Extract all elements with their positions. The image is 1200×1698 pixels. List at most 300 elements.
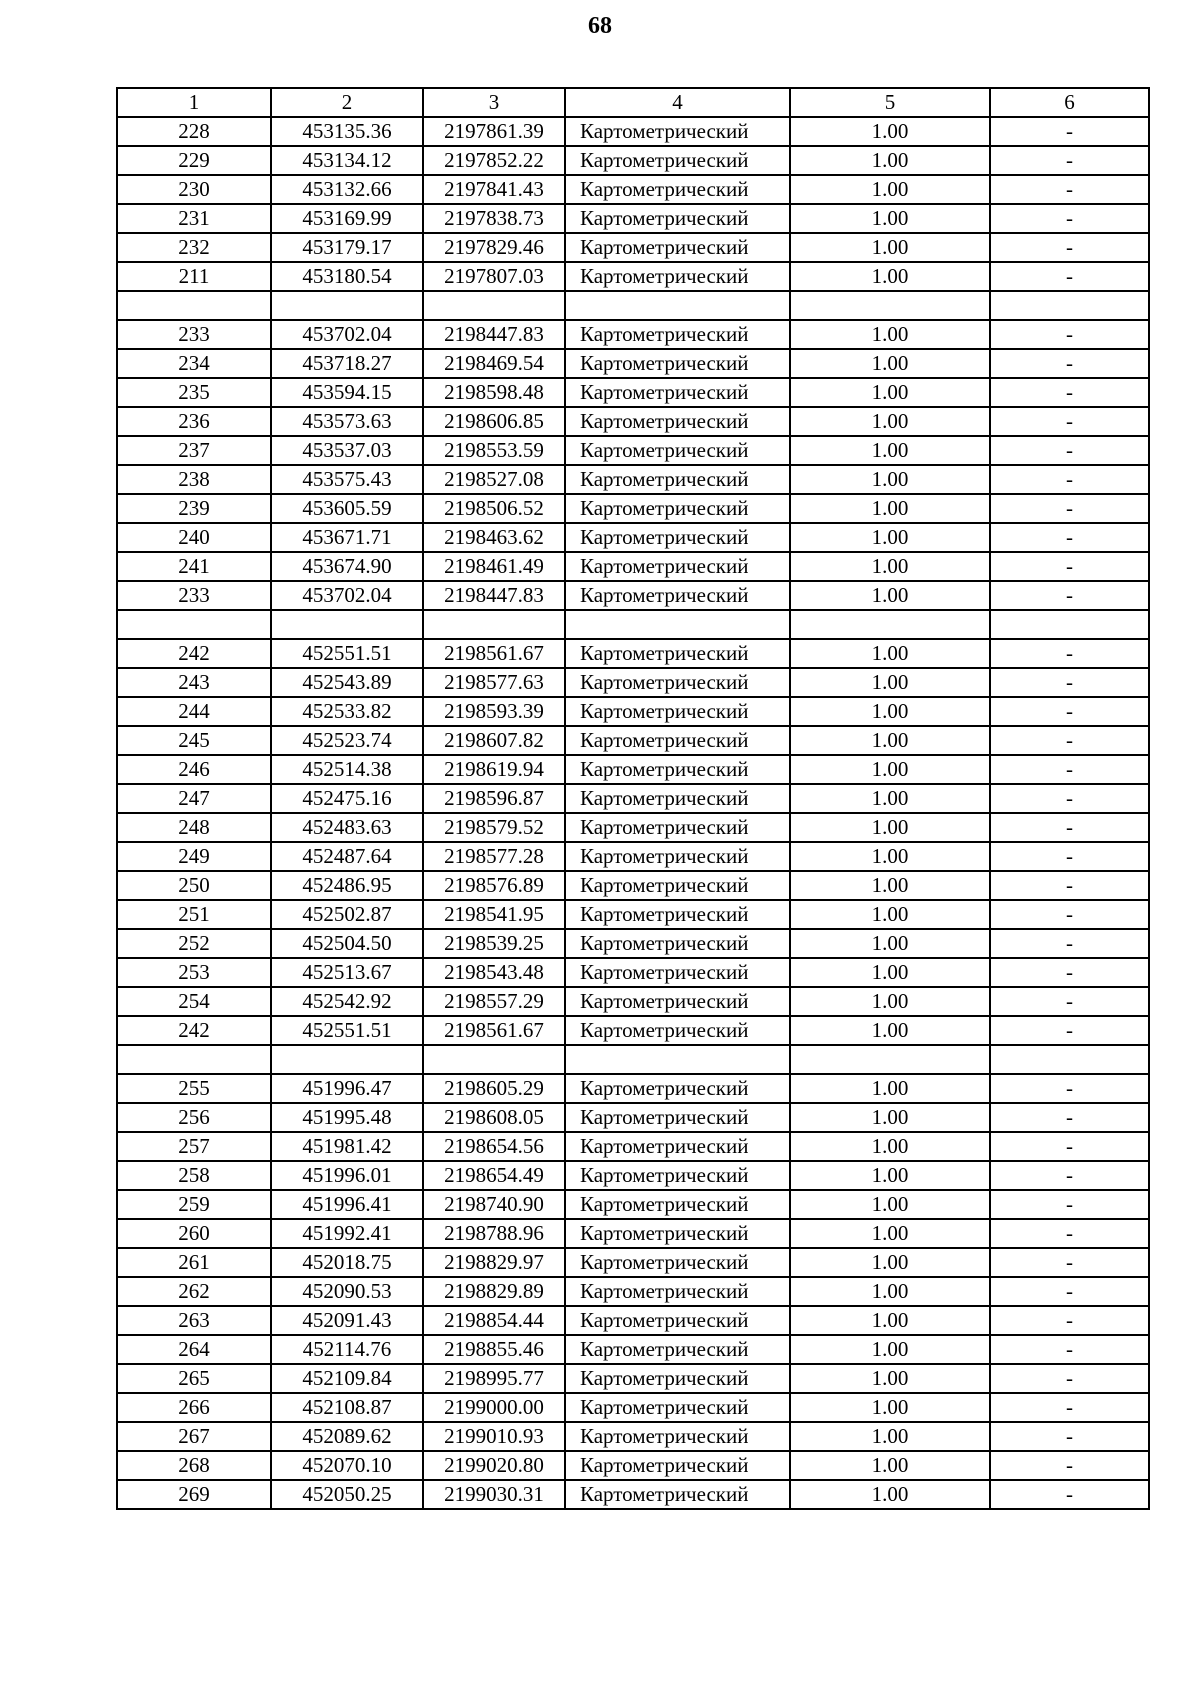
cell-point-number: 233 <box>117 581 271 610</box>
cell-note <box>990 1045 1149 1074</box>
cell-y-coordinate: 2198654.56 <box>423 1132 565 1161</box>
cell-accuracy: 1.00 <box>790 726 990 755</box>
cell-note: - <box>990 146 1149 175</box>
cell-y-coordinate: 2197838.73 <box>423 204 565 233</box>
cell-point-number: 245 <box>117 726 271 755</box>
cell-x-coordinate: 453702.04 <box>271 320 423 349</box>
cell-x-coordinate: 452514.38 <box>271 755 423 784</box>
cell-method: Картометрический <box>565 1393 790 1422</box>
cell-y-coordinate: 2198829.89 <box>423 1277 565 1306</box>
table-row <box>117 1219 1149 1248</box>
cell-point-number: 237 <box>117 436 271 465</box>
cell-note: - <box>990 813 1149 842</box>
cell-method: Картометрический <box>565 900 790 929</box>
cell-accuracy: 1.00 <box>790 1248 990 1277</box>
cell-note: - <box>990 1190 1149 1219</box>
cell-x-coordinate: 453132.66 <box>271 175 423 204</box>
cell-note: - <box>990 697 1149 726</box>
cell-method: Картометрический <box>565 1306 790 1335</box>
cell-note <box>990 610 1149 639</box>
cell-point-number: 233 <box>117 320 271 349</box>
cell-method: Картометрический <box>565 755 790 784</box>
cell-y-coordinate: 2199010.93 <box>423 1422 565 1451</box>
cell-note: - <box>990 929 1149 958</box>
table-row <box>117 1422 1149 1451</box>
cell-y-coordinate: 2198598.48 <box>423 378 565 407</box>
cell-accuracy: 1.00 <box>790 697 990 726</box>
table-row <box>117 1132 1149 1161</box>
cell-x-coordinate: 453179.17 <box>271 233 423 262</box>
table-row <box>117 349 1149 378</box>
cell-note: - <box>990 407 1149 436</box>
cell-y-coordinate: 2197841.43 <box>423 175 565 204</box>
table-row <box>117 784 1149 813</box>
cell-point-number: 251 <box>117 900 271 929</box>
cell-accuracy: 1.00 <box>790 378 990 407</box>
cell-method: Картометрический <box>565 233 790 262</box>
table-row <box>117 813 1149 842</box>
cell-y-coordinate: 2198593.39 <box>423 697 565 726</box>
table-row <box>117 436 1149 465</box>
cell-point-number: 243 <box>117 668 271 697</box>
cell-point-number: 228 <box>117 117 271 146</box>
cell-point-number: 241 <box>117 552 271 581</box>
cell-point-number: 229 <box>117 146 271 175</box>
cell-x-coordinate: 452487.64 <box>271 842 423 871</box>
cell-accuracy: 1.00 <box>790 494 990 523</box>
cell-note: - <box>990 1364 1149 1393</box>
cell-accuracy: 1.00 <box>790 958 990 987</box>
cell-x-coordinate: 452070.10 <box>271 1451 423 1480</box>
cell-method: Картометрический <box>565 1103 790 1132</box>
cell-method: Картометрический <box>565 1248 790 1277</box>
header-cell-4: 4 <box>565 88 790 117</box>
cell-y-coordinate: 2198854.44 <box>423 1306 565 1335</box>
cell-accuracy: 1.00 <box>790 552 990 581</box>
cell-accuracy: 1.00 <box>790 842 990 871</box>
cell-method: Картометрический <box>565 1480 790 1509</box>
cell-method: Картометрический <box>565 146 790 175</box>
cell-note: - <box>990 1103 1149 1132</box>
cell-note: - <box>990 320 1149 349</box>
cell-x-coordinate: 453594.15 <box>271 378 423 407</box>
cell-point-number: 267 <box>117 1422 271 1451</box>
cell-method: Картометрический <box>565 1132 790 1161</box>
cell-accuracy: 1.00 <box>790 1161 990 1190</box>
cell-x-coordinate: 452533.82 <box>271 697 423 726</box>
cell-accuracy: 1.00 <box>790 320 990 349</box>
cell-x-coordinate <box>271 610 423 639</box>
cell-method: Картометрический <box>565 1190 790 1219</box>
cell-method: Картометрический <box>565 494 790 523</box>
cell-y-coordinate: 2198561.67 <box>423 639 565 668</box>
table-row <box>117 842 1149 871</box>
cell-point-number: 239 <box>117 494 271 523</box>
cell-point-number: 268 <box>117 1451 271 1480</box>
table-row <box>117 1364 1149 1393</box>
cell-method: Картометрический <box>565 958 790 987</box>
cell-y-coordinate: 2198995.77 <box>423 1364 565 1393</box>
cell-method: Картометрический <box>565 204 790 233</box>
table-row <box>117 1277 1149 1306</box>
cell-point-number: 247 <box>117 784 271 813</box>
cell-point-number: 260 <box>117 1219 271 1248</box>
cell-y-coordinate: 2198539.25 <box>423 929 565 958</box>
cell-y-coordinate: 2198829.97 <box>423 1248 565 1277</box>
table-row <box>117 987 1149 1016</box>
cell-note: - <box>990 1422 1149 1451</box>
table-row <box>117 175 1149 204</box>
table-row <box>117 1190 1149 1219</box>
cell-x-coordinate: 451996.01 <box>271 1161 423 1190</box>
cell-y-coordinate: 2199000.00 <box>423 1393 565 1422</box>
cell-y-coordinate: 2198619.94 <box>423 755 565 784</box>
table-row <box>117 1393 1149 1422</box>
cell-accuracy: 1.00 <box>790 1190 990 1219</box>
cell-accuracy: 1.00 <box>790 1016 990 1045</box>
cell-point-number: 258 <box>117 1161 271 1190</box>
cell-note <box>990 291 1149 320</box>
cell-y-coordinate: 2198447.83 <box>423 581 565 610</box>
cell-y-coordinate: 2198605.29 <box>423 1074 565 1103</box>
table-row <box>117 1103 1149 1132</box>
cell-note: - <box>990 378 1149 407</box>
table-row <box>117 1335 1149 1364</box>
cell-note: - <box>990 871 1149 900</box>
cell-note: - <box>990 1016 1149 1045</box>
cell-x-coordinate: 453537.03 <box>271 436 423 465</box>
cell-accuracy: 1.00 <box>790 1103 990 1132</box>
cell-point-number: 255 <box>117 1074 271 1103</box>
cell-point-number: 235 <box>117 378 271 407</box>
cell-point-number: 265 <box>117 1364 271 1393</box>
cell-point-number: 262 <box>117 1277 271 1306</box>
cell-accuracy: 1.00 <box>790 1364 990 1393</box>
table-row <box>117 1248 1149 1277</box>
cell-accuracy: 1.00 <box>790 1480 990 1509</box>
cell-accuracy: 1.00 <box>790 233 990 262</box>
cell-method: Картометрический <box>565 871 790 900</box>
cell-note: - <box>990 1219 1149 1248</box>
cell-x-coordinate: 452486.95 <box>271 871 423 900</box>
cell-note: - <box>990 755 1149 784</box>
table-row <box>117 1480 1149 1509</box>
cell-point-number: 263 <box>117 1306 271 1335</box>
cell-method: Картометрический <box>565 639 790 668</box>
cell-y-coordinate: 2198596.87 <box>423 784 565 813</box>
cell-method: Картометрический <box>565 117 790 146</box>
table-row <box>117 958 1149 987</box>
cell-y-coordinate: 2198557.29 <box>423 987 565 1016</box>
cell-method: Картометрический <box>565 436 790 465</box>
cell-note: - <box>990 900 1149 929</box>
cell-point-number: 232 <box>117 233 271 262</box>
table-body <box>117 117 1149 1509</box>
cell-method: Картометрический <box>565 349 790 378</box>
table-header <box>117 88 1149 117</box>
cell-point-number: 259 <box>117 1190 271 1219</box>
cell-x-coordinate: 452523.74 <box>271 726 423 755</box>
cell-method: Картометрический <box>565 523 790 552</box>
table-row <box>117 291 1149 320</box>
header-cell-5: 5 <box>790 88 990 117</box>
cell-point-number: 211 <box>117 262 271 291</box>
cell-point-number: 257 <box>117 1132 271 1161</box>
cell-x-coordinate: 452090.53 <box>271 1277 423 1306</box>
cell-method: Картометрический <box>565 726 790 755</box>
header-cell-2: 2 <box>271 88 423 117</box>
cell-accuracy: 1.00 <box>790 987 990 1016</box>
cell-note: - <box>990 465 1149 494</box>
cell-method: Картометрический <box>565 581 790 610</box>
cell-point-number: 249 <box>117 842 271 871</box>
cell-y-coordinate: 2198543.48 <box>423 958 565 987</box>
table-row <box>117 1451 1149 1480</box>
header-row <box>117 88 1149 117</box>
cell-x-coordinate: 451981.42 <box>271 1132 423 1161</box>
cell-accuracy: 1.00 <box>790 1306 990 1335</box>
cell-x-coordinate: 453180.54 <box>271 262 423 291</box>
cell-point-number: 261 <box>117 1248 271 1277</box>
cell-accuracy: 1.00 <box>790 1219 990 1248</box>
table-row <box>117 1016 1149 1045</box>
cell-note: - <box>990 1132 1149 1161</box>
cell-note: - <box>990 1306 1149 1335</box>
cell-accuracy: 1.00 <box>790 668 990 697</box>
cell-x-coordinate: 451996.47 <box>271 1074 423 1103</box>
table-row <box>117 871 1149 900</box>
cell-method: Картометрический <box>565 407 790 436</box>
cell-x-coordinate: 452018.75 <box>271 1248 423 1277</box>
cell-point-number: 246 <box>117 755 271 784</box>
cell-x-coordinate: 452109.84 <box>271 1364 423 1393</box>
table-row <box>117 581 1149 610</box>
cell-note: - <box>990 233 1149 262</box>
table-row <box>117 929 1149 958</box>
table-row <box>117 1074 1149 1103</box>
cell-point-number: 252 <box>117 929 271 958</box>
table-row <box>117 465 1149 494</box>
cell-accuracy: 1.00 <box>790 262 990 291</box>
table-row <box>117 204 1149 233</box>
cell-point-number: 250 <box>117 871 271 900</box>
cell-note: - <box>990 639 1149 668</box>
cell-note: - <box>990 1074 1149 1103</box>
table-row <box>117 320 1149 349</box>
cell-x-coordinate: 452513.67 <box>271 958 423 987</box>
cell-accuracy: 1.00 <box>790 1335 990 1364</box>
cell-method <box>565 1045 790 1074</box>
table-row <box>117 1306 1149 1335</box>
cell-accuracy: 1.00 <box>790 407 990 436</box>
cell-method: Картометрический <box>565 378 790 407</box>
cell-accuracy: 1.00 <box>790 1451 990 1480</box>
cell-point-number: 256 <box>117 1103 271 1132</box>
cell-method: Картометрический <box>565 1074 790 1103</box>
cell-note: - <box>990 1451 1149 1480</box>
cell-accuracy: 1.00 <box>790 117 990 146</box>
cell-note: - <box>990 1393 1149 1422</box>
cell-x-coordinate: 452551.51 <box>271 639 423 668</box>
cell-method: Картометрический <box>565 697 790 726</box>
cell-point-number: 244 <box>117 697 271 726</box>
cell-note: - <box>990 175 1149 204</box>
header-cell-1: 1 <box>117 88 271 117</box>
cell-y-coordinate: 2198654.49 <box>423 1161 565 1190</box>
cell-y-coordinate: 2198577.63 <box>423 668 565 697</box>
table-row <box>117 146 1149 175</box>
cell-x-coordinate: 453671.71 <box>271 523 423 552</box>
cell-accuracy: 1.00 <box>790 1074 990 1103</box>
table-row <box>117 262 1149 291</box>
cell-x-coordinate: 451996.41 <box>271 1190 423 1219</box>
cell-x-coordinate: 453674.90 <box>271 552 423 581</box>
cell-point-number: 240 <box>117 523 271 552</box>
cell-method: Картометрический <box>565 1335 790 1364</box>
cell-accuracy: 1.00 <box>790 813 990 842</box>
cell-point-number: 242 <box>117 1016 271 1045</box>
cell-note: - <box>990 204 1149 233</box>
cell-x-coordinate: 453134.12 <box>271 146 423 175</box>
cell-method: Картометрический <box>565 262 790 291</box>
cell-y-coordinate: 2198527.08 <box>423 465 565 494</box>
cell-accuracy: 1.00 <box>790 175 990 204</box>
cell-point-number <box>117 610 271 639</box>
cell-y-coordinate: 2198740.90 <box>423 1190 565 1219</box>
page-number: 68 <box>588 13 612 39</box>
cell-point-number: 230 <box>117 175 271 204</box>
table-row <box>117 697 1149 726</box>
table-row <box>117 407 1149 436</box>
cell-x-coordinate: 452108.87 <box>271 1393 423 1422</box>
cell-x-coordinate: 453702.04 <box>271 581 423 610</box>
table-row <box>117 494 1149 523</box>
cell-note: - <box>990 1277 1149 1306</box>
table-row <box>117 755 1149 784</box>
cell-accuracy: 1.00 <box>790 523 990 552</box>
cell-accuracy: 1.00 <box>790 784 990 813</box>
table-row <box>117 900 1149 929</box>
header-cell-6: 6 <box>990 88 1149 117</box>
cell-y-coordinate: 2197861.39 <box>423 117 565 146</box>
cell-point-number <box>117 1045 271 1074</box>
cell-y-coordinate: 2198608.05 <box>423 1103 565 1132</box>
table-row <box>117 610 1149 639</box>
cell-note: - <box>990 726 1149 755</box>
cell-note: - <box>990 1161 1149 1190</box>
cell-note: - <box>990 494 1149 523</box>
cell-method: Картометрический <box>565 842 790 871</box>
table-row <box>117 639 1149 668</box>
cell-y-coordinate: 2198577.28 <box>423 842 565 871</box>
cell-note: - <box>990 1248 1149 1277</box>
cell-note: - <box>990 262 1149 291</box>
cell-method: Картометрический <box>565 813 790 842</box>
cell-accuracy: 1.00 <box>790 436 990 465</box>
cell-method: Картометрический <box>565 465 790 494</box>
cell-x-coordinate <box>271 291 423 320</box>
table-row <box>117 552 1149 581</box>
cell-method: Картометрический <box>565 1451 790 1480</box>
cell-x-coordinate: 452475.16 <box>271 784 423 813</box>
cell-note: - <box>990 1335 1149 1364</box>
cell-accuracy: 1.00 <box>790 900 990 929</box>
cell-accuracy: 1.00 <box>790 929 990 958</box>
cell-accuracy: 1.00 <box>790 639 990 668</box>
cell-y-coordinate: 2198541.95 <box>423 900 565 929</box>
coordinates-table <box>116 87 1150 1510</box>
cell-x-coordinate: 451995.48 <box>271 1103 423 1132</box>
cell-y-coordinate: 2198788.96 <box>423 1219 565 1248</box>
cell-accuracy <box>790 291 990 320</box>
cell-accuracy: 1.00 <box>790 871 990 900</box>
cell-method: Картометрический <box>565 987 790 1016</box>
cell-note: - <box>990 349 1149 378</box>
cell-method <box>565 291 790 320</box>
cell-x-coordinate: 452504.50 <box>271 929 423 958</box>
cell-note: - <box>990 581 1149 610</box>
cell-x-coordinate: 453169.99 <box>271 204 423 233</box>
table-row <box>117 1045 1149 1074</box>
cell-y-coordinate: 2197852.22 <box>423 146 565 175</box>
cell-method: Картометрический <box>565 175 790 204</box>
cell-y-coordinate: 2198469.54 <box>423 349 565 378</box>
cell-x-coordinate: 452502.87 <box>271 900 423 929</box>
cell-point-number: 269 <box>117 1480 271 1509</box>
cell-note: - <box>990 668 1149 697</box>
cell-y-coordinate <box>423 1045 565 1074</box>
cell-y-coordinate: 2198576.89 <box>423 871 565 900</box>
cell-x-coordinate: 452483.63 <box>271 813 423 842</box>
cell-point-number: 238 <box>117 465 271 494</box>
header-cell-3: 3 <box>423 88 565 117</box>
table-row <box>117 668 1149 697</box>
cell-y-coordinate: 2198506.52 <box>423 494 565 523</box>
cell-method <box>565 610 790 639</box>
cell-note: - <box>990 842 1149 871</box>
cell-note: - <box>990 784 1149 813</box>
cell-x-coordinate: 452542.92 <box>271 987 423 1016</box>
cell-x-coordinate: 452543.89 <box>271 668 423 697</box>
cell-x-coordinate: 452551.51 <box>271 1016 423 1045</box>
cell-method: Картометрический <box>565 929 790 958</box>
cell-point-number: 264 <box>117 1335 271 1364</box>
cell-method: Картометрический <box>565 320 790 349</box>
cell-note: - <box>990 987 1149 1016</box>
cell-accuracy: 1.00 <box>790 1422 990 1451</box>
cell-y-coordinate: 2198553.59 <box>423 436 565 465</box>
cell-y-coordinate: 2198463.62 <box>423 523 565 552</box>
cell-accuracy: 1.00 <box>790 465 990 494</box>
cell-y-coordinate: 2198447.83 <box>423 320 565 349</box>
cell-note: - <box>990 436 1149 465</box>
cell-note: - <box>990 958 1149 987</box>
cell-accuracy: 1.00 <box>790 1393 990 1422</box>
cell-point-number: 253 <box>117 958 271 987</box>
cell-point-number: 242 <box>117 639 271 668</box>
cell-method: Картометрический <box>565 1161 790 1190</box>
cell-y-coordinate: 2198579.52 <box>423 813 565 842</box>
cell-accuracy: 1.00 <box>790 204 990 233</box>
cell-method: Картометрический <box>565 1277 790 1306</box>
cell-point-number <box>117 291 271 320</box>
cell-y-coordinate: 2199030.31 <box>423 1480 565 1509</box>
cell-x-coordinate: 453605.59 <box>271 494 423 523</box>
cell-method: Картометрический <box>565 668 790 697</box>
cell-y-coordinate: 2198606.85 <box>423 407 565 436</box>
cell-x-coordinate <box>271 1045 423 1074</box>
cell-method: Картометрический <box>565 1219 790 1248</box>
